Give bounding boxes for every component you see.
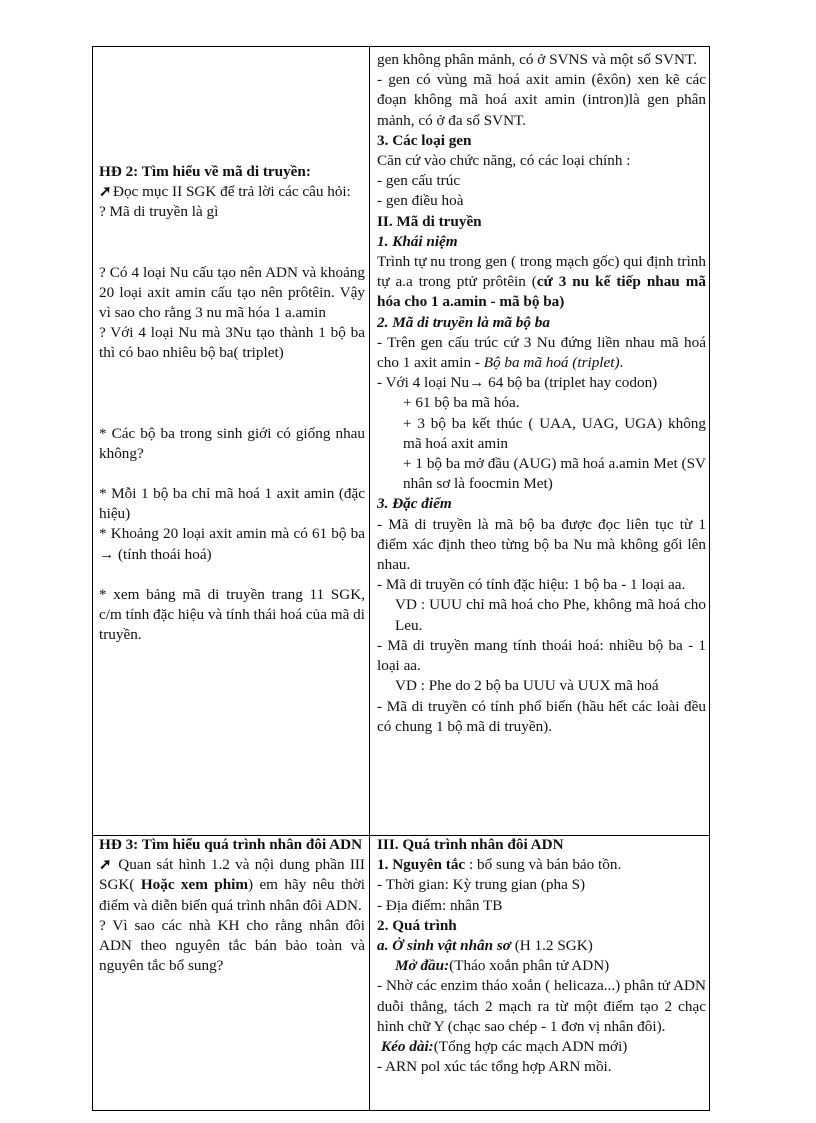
triplet-count: - Với 4 loại Nu→ 64 bộ ba (triplet hay codon) (377, 374, 658, 392)
gen-text-1: gen không phân mảnh, có ở SVNS và một số SVNT. (377, 51, 697, 68)
example-degenerate: VD : Phe do 2 bộ ba UUU và UUX mã hoá (395, 677, 659, 695)
concept-text: Trình tự nu trong gen ( trong mạch gốc) qui định trình tự a.a trong ptử prôtêin (cứ 3 nu kế tiếp nhau mã hóa cho 1 a.amin - mã bộ ba) (377, 253, 706, 311)
gen-text-2: - gen có vùng mã hoá axit amin (êxôn) xen kẽ các đoạn không mã hoá axit amin (intron)là gen phân mảnh, có ở đa số SVNT. (377, 71, 706, 129)
concept-title: 1. Khái niệm (377, 232, 458, 250)
feature-degenerate: - Mã di truyền mang tính thoái hoá: nhiều bộ ba - 1 loại aa. (377, 636, 706, 675)
hd2-instruction: ➚Đọc mục II SGK để trả lời các câu hỏi: (99, 182, 365, 202)
question-how-many-triplets: ? Với 4 loại Nu mà 3Nu tạo thành 1 bộ ba thì có bao nhiêu bộ ba( triplet) (99, 324, 365, 362)
replication-time: - Thời gian: Kỳ trung gian (pha S) (377, 876, 586, 894)
triplet-stop: + 3 bộ ba kết thúc ( UAA, UAG, UGA) không mã hoá axit amin (403, 414, 706, 452)
initiation-text: - Nhờ các enzim tháo xoắn ( helicaza...) phân tử ADN duỗi thẳng, tách 2 mạch ra từ một điểm tạo 2 chạc hình chữ Y (chạc sao chép - 1 đơn vị nhân đôi). (377, 977, 706, 1035)
note-degenerate: * Khoảng 20 loại axit amin mà có 61 bộ ba → (tính thoái hoá) (99, 525, 365, 563)
hd2-title: HĐ 2: Tìm hiểu về mã di truyền: (99, 163, 311, 180)
feature-universal: - Mã di truyền có tính phổ biến (hầu hết các loài đều có chung 1 bộ mã di truyền). (377, 697, 706, 735)
features-title: 3. Đặc điểm (377, 495, 452, 513)
hd3-title: HĐ 3: Tìm hiểu quá trình nhân đôi ADN (99, 836, 363, 853)
gene-type-structural: - gen cấu trúc (377, 172, 461, 190)
section-replication-title: III. Quá trình nhân đôi ADN (377, 836, 564, 853)
feature-specific: - Mã di truyền có tính đặc hiệu: 1 bộ ba - 1 loại aa. (377, 576, 686, 594)
process-title: 2. Quá trình (377, 916, 457, 934)
lesson-table (92, 46, 710, 1111)
initiation-heading: Mở đầu:(Tháo xoắn phân tử ADN) (395, 957, 610, 975)
right-cell-content-2 (370, 835, 710, 1077)
triplet-title: 2. Mã di truyền là mã bộ ba (377, 313, 550, 331)
section-genetic-code-title: II. Mã di truyền (377, 212, 482, 230)
question-what-is-code: ? Mã di truyền là gì (99, 203, 219, 221)
left-cell-hd3 (93, 835, 369, 976)
arrow-icon: ➚ (99, 856, 112, 874)
question-why-triplet: ? Có 4 loại Nu cấu tạo nên ADN và khoảng 20 loại axit amin cấu tạo nên prôtêin. Vậy vì sao cho rằng 3 nu mã hóa 1 a.amin (99, 263, 365, 322)
replication-place: - Địa điểm: nhân TB (377, 896, 503, 914)
triplet-start: + 1 bộ ba mở đầu (AUG) mã hoá a.amin Met (SV nhân sơ là foocmin Met) (403, 455, 706, 493)
arrow-icon: ➚ (99, 183, 112, 201)
right-cell-content-1 (370, 50, 710, 737)
example-specific: VD : UUU chỉ mã hoá cho Phe, không mã hoá cho Leu. (395, 596, 706, 634)
note-specific: * Mỗi 1 bộ ba chỉ mã hoá 1 axit amin (đặc hiệu) (99, 485, 365, 523)
question-semi-conservative: ? Vì sao các nhà KH cho rằng nhân đôi ADN theo nguyên tắc bán bảo toàn và nguyên tắc bổ sung? (99, 916, 365, 975)
section-gene-types-title: 3. Các loại gen (377, 131, 472, 149)
prokaryote-heading: a. Ở sinh vật nhân sơ (H 1.2 SGK) (377, 937, 593, 955)
principle: 1. Nguyên tắc : bổ sung và bán bảo tồn. (377, 856, 622, 874)
hd3-instruction: ➚ Quan sát hình 1.2 và nội dung phần III SGK( Hoặc xem phim) em hãy nêu thời điểm và diễn biến quá trình nhân đôi ADN. (99, 856, 365, 914)
elongation-heading: Kéo dài:(Tổng hợp các mạch ADN mới) (381, 1038, 628, 1056)
elongation-text: - ARN pol xúc tác tổng hợp ARN mồi. (377, 1058, 612, 1076)
gene-types-text: Căn cứ vào chức năng, có các loại chính : (377, 152, 631, 170)
gene-type-regulatory: - gen điều hoà (377, 192, 464, 210)
triplet-coding: + 61 bộ ba mã hóa. (403, 394, 520, 412)
question-same-triplets: * Các bộ ba trong sinh giới có giống nhau không? (99, 424, 365, 462)
left-cell-hd2 (93, 162, 369, 645)
triplet-text: - Trên gen cấu trúc cứ 3 Nu đứng liền nhau mã hoá cho 1 axit amin - Bộ ba mã hoá (triplet). (377, 333, 706, 372)
task-code-table: * xem bảng mã di truyền trang 11 SGK, c/m tính đặc hiệu và tính thái hoá của mã di truyền. (99, 585, 365, 644)
feature-continuous: - Mã di truyền là mã bộ ba được đọc liên tục từ 1 điểm xác định theo từng bộ ba Nu mà không gối lên nhau. (377, 515, 706, 574)
